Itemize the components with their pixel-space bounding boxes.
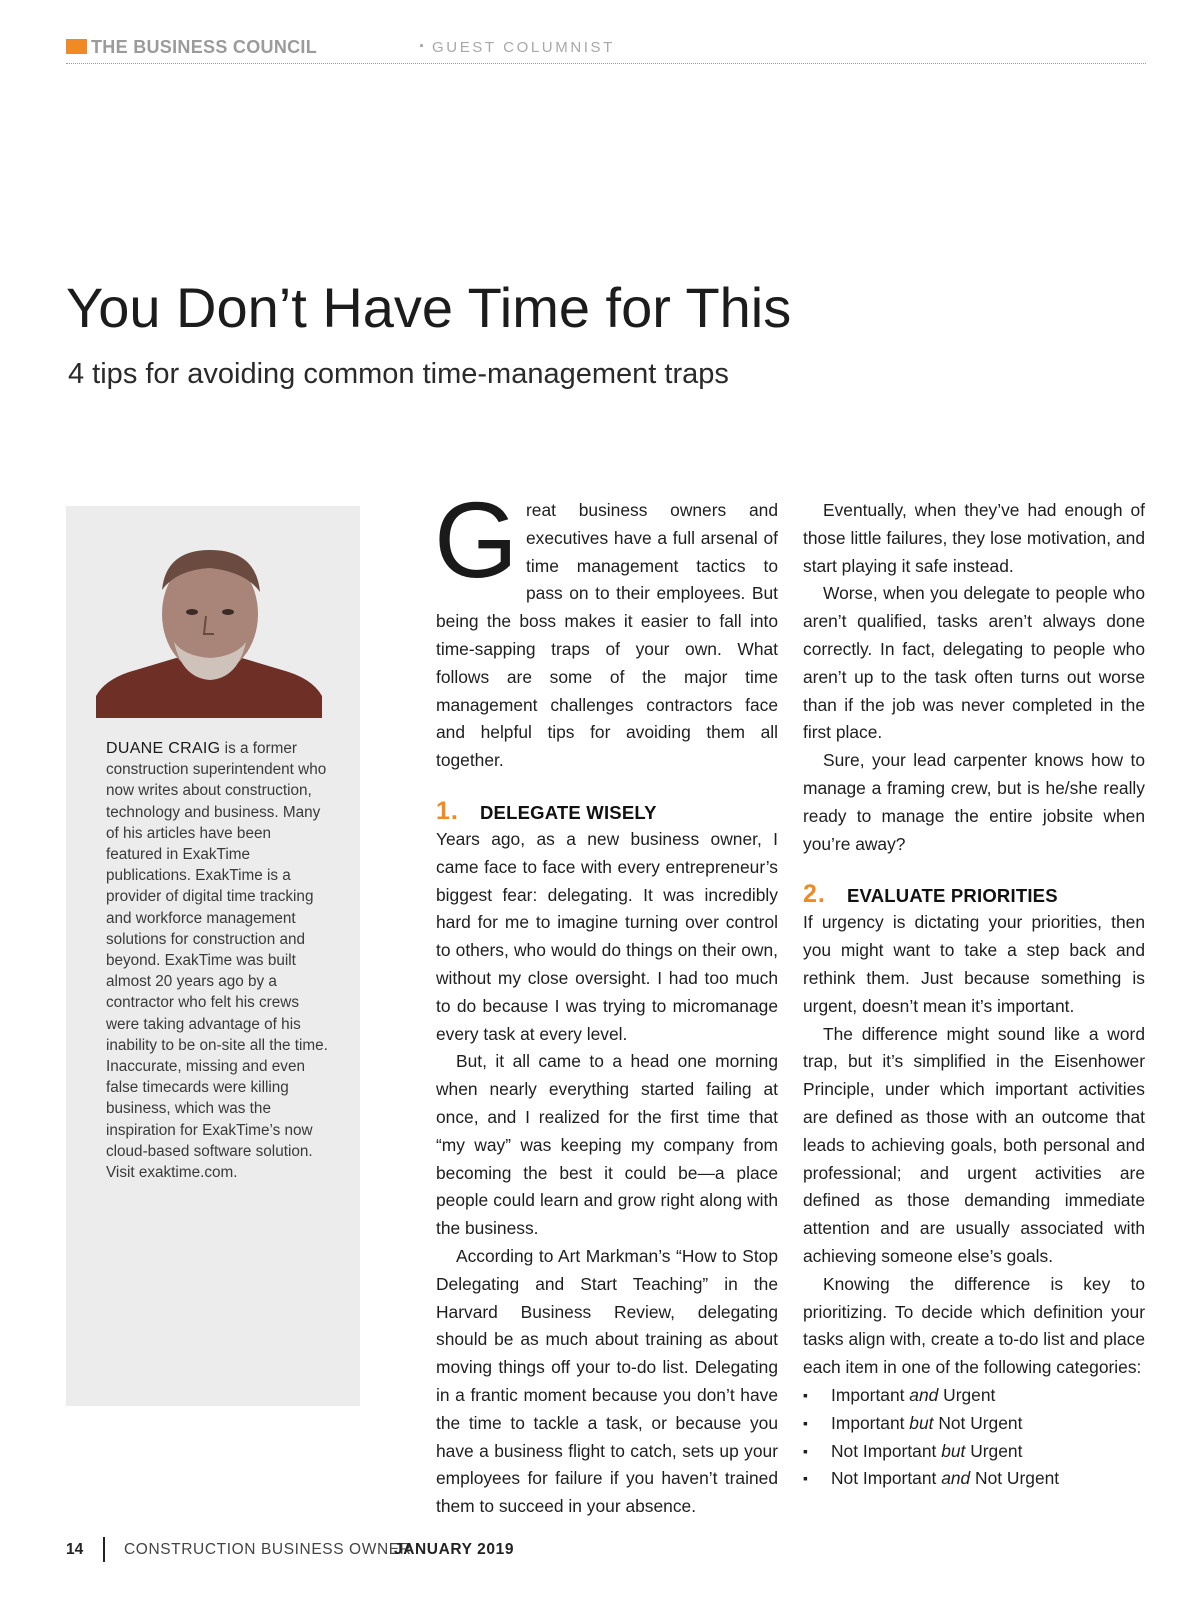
paragraph: Years ago, as a new business owner, I came face to face with every entrepreneur’s biggest fear: delegating. It was incredibly hard for me to imagine turning over control to others, who would do things on their own, without my close oversight. I had too much to do because I was trying to micromanage every task at every level. bbox=[436, 828, 778, 1044]
paragraph: Knowing the difference is key to prioritizing. To decide which definition your tasks align with, create a to-do list and place each item in one of the following categories: bbox=[803, 1273, 1145, 1378]
drop-cap: G bbox=[434, 479, 519, 600]
paragraph: But, it all came to a head one morning when nearly everything started failing at once, and I realized for the first time that “my way” was keeping my company from becoming the best it could be—a place people could learn and grow right along with the business. bbox=[436, 1051, 778, 1239]
paragraph: Eventually, when they’ve had enough of those little failures, they lose motivation, and start playing it safe instead. bbox=[803, 500, 1145, 576]
paragraph: The difference might sound like a word trap, but it’s simplified in the Eisenhower Principle, under which important activities are defined as those with an outcome that leads to achieving goals, both personal and professional; and urgent activities are defined as those demanding immediate attention and are usually associated with achieving someone else’s goals. bbox=[803, 1023, 1145, 1266]
section-separator: · bbox=[419, 36, 425, 56]
tip-heading-1 bbox=[436, 798, 778, 826]
intro-text: reat business owners and executives have a full arsenal of time management tactics to pass on to their employees. But being the boss makes it easier to fall into time-sapping traps of your own. What follows are some of the major time management challenges contractors face and helpful tips for avoiding them all together. bbox=[436, 500, 778, 771]
list-item: ▪ Not Important but Urgent bbox=[803, 1438, 1145, 1466]
page-number: 14 bbox=[66, 1541, 84, 1558]
list-item: ▪ Important but Not Urgent bbox=[803, 1410, 1145, 1438]
publication-name: CONSTRUCTION BUSINESS OWNER bbox=[124, 1541, 412, 1558]
section-marker bbox=[66, 39, 87, 54]
section-header bbox=[66, 37, 1146, 64]
author-bio bbox=[106, 738, 331, 1183]
tip-number-2: 2. bbox=[803, 880, 826, 909]
issue-date: JANUARY 2019 bbox=[394, 1541, 515, 1558]
tip-title-2: EVALUATE PRIORITIES bbox=[847, 885, 1058, 907]
tip-title-1: DELEGATE WISELY bbox=[480, 801, 657, 823]
article-column-2 bbox=[803, 497, 1145, 1493]
article-title: You Don’t Have Time for This bbox=[66, 276, 792, 339]
footer-divider bbox=[103, 1537, 105, 1562]
tip-number-1: 1. bbox=[436, 796, 459, 825]
paragraph: If urgency is dictating your priorities, then you might want to take a step back and rethink them. Just because something is urgent, doesn’t mean it’s important. bbox=[803, 912, 1145, 1016]
author-photo bbox=[96, 546, 322, 718]
author-bio-text: is a former construction superintendent who now writes about construction, technology and business. Many of his articles have been featured in ExakTime publications. ExakTime is a provider of digital time tracking and workforce management solutions for construction and beyond. ExakTime was built almost 20 years ago by a contractor who felt his crews were taking advantage of his inability to be on-site all the time. Inaccurate, missing and even false timecards were killing business, which was the inspiration for ExakTime’s now cloud-based software solution. Visit exaktime.com. bbox=[106, 740, 328, 1182]
section-subtitle: GUEST COLUMNIST bbox=[432, 39, 615, 56]
paragraph: Worse, when you delegate to people who aren’t qualified, tasks aren’t always done correctly. In fact, delegating to people who aren’t up to the task often turns out worse than if the job was never completed in the first place. bbox=[803, 583, 1145, 743]
list-item: ▪ Not Important and Not Urgent bbox=[803, 1465, 1145, 1493]
section-name: THE BUSINESS COUNCIL bbox=[91, 37, 318, 57]
article-subtitle: 4 tips for avoiding common time-management traps bbox=[68, 358, 729, 390]
intro-paragraph bbox=[434, 479, 778, 775]
paragraph: Sure, your lead carpenter knows how to manage a framing crew, but is he/she really ready to manage the entire jobsite when you’re away? bbox=[803, 750, 1145, 854]
paragraph: According to Art Markman’s “How to Stop Delegating and Start Teaching” in the Harvard Business Review, delegating should be as much about training as about moving things off your to-do list. Delegating in a frantic moment because you don’t have the time to tackle a task, or because you have a business flight to catch, sets up your employees for failure if you haven’t trained them to succeed in your absence. bbox=[436, 1245, 778, 1517]
list-item: ▪ Important and Urgent bbox=[803, 1382, 1145, 1410]
author-sidebar bbox=[66, 506, 360, 1406]
tip-heading-2 bbox=[803, 881, 1145, 909]
category-list bbox=[803, 1382, 1145, 1493]
author-name: DUANE CRAIG bbox=[106, 740, 221, 757]
article-column-1 bbox=[434, 479, 778, 1521]
